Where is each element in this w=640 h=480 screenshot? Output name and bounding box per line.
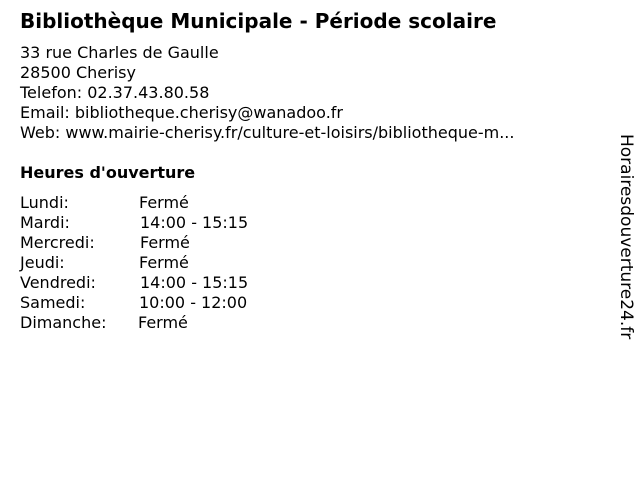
page-title: Bibliothèque Municipale - Période scolaire <box>20 9 497 33</box>
time-value: Fermé <box>139 253 189 272</box>
site-brand-vertical: Horairesdouverture24.fr <box>616 134 636 340</box>
address-city: 28500 Cherisy <box>20 63 136 82</box>
email-text: Email: bibliotheque.cherisy@wanadoo.fr <box>20 103 343 122</box>
day-label: Samedi: <box>20 293 86 312</box>
time-value: 14:00 - 15:15 <box>140 273 249 292</box>
day-label: Mercredi: <box>20 233 95 252</box>
day-label: Vendredi: <box>20 273 96 292</box>
time-value: Fermé <box>138 313 188 332</box>
day-label: Mardi: <box>20 213 70 232</box>
time-value: Fermé <box>140 233 190 252</box>
phone-text: Telefon: 02.37.43.80.58 <box>20 83 210 102</box>
day-label: Jeudi: <box>20 253 65 272</box>
time-value: Fermé <box>139 193 189 212</box>
time-value: 10:00 - 12:00 <box>139 293 248 312</box>
hours-heading: Heures d'ouverture <box>20 163 196 182</box>
web-text: Web: www.mairie-cherisy.fr/culture-et-loisirs/bibliotheque-m... <box>20 123 515 142</box>
day-label: Dimanche: <box>20 313 107 332</box>
time-value: 14:00 - 15:15 <box>140 213 249 232</box>
address-street: 33 rue Charles de Gaulle <box>20 43 219 62</box>
address-block <box>20 43 514 143</box>
day-label: Lundi: <box>20 193 69 212</box>
